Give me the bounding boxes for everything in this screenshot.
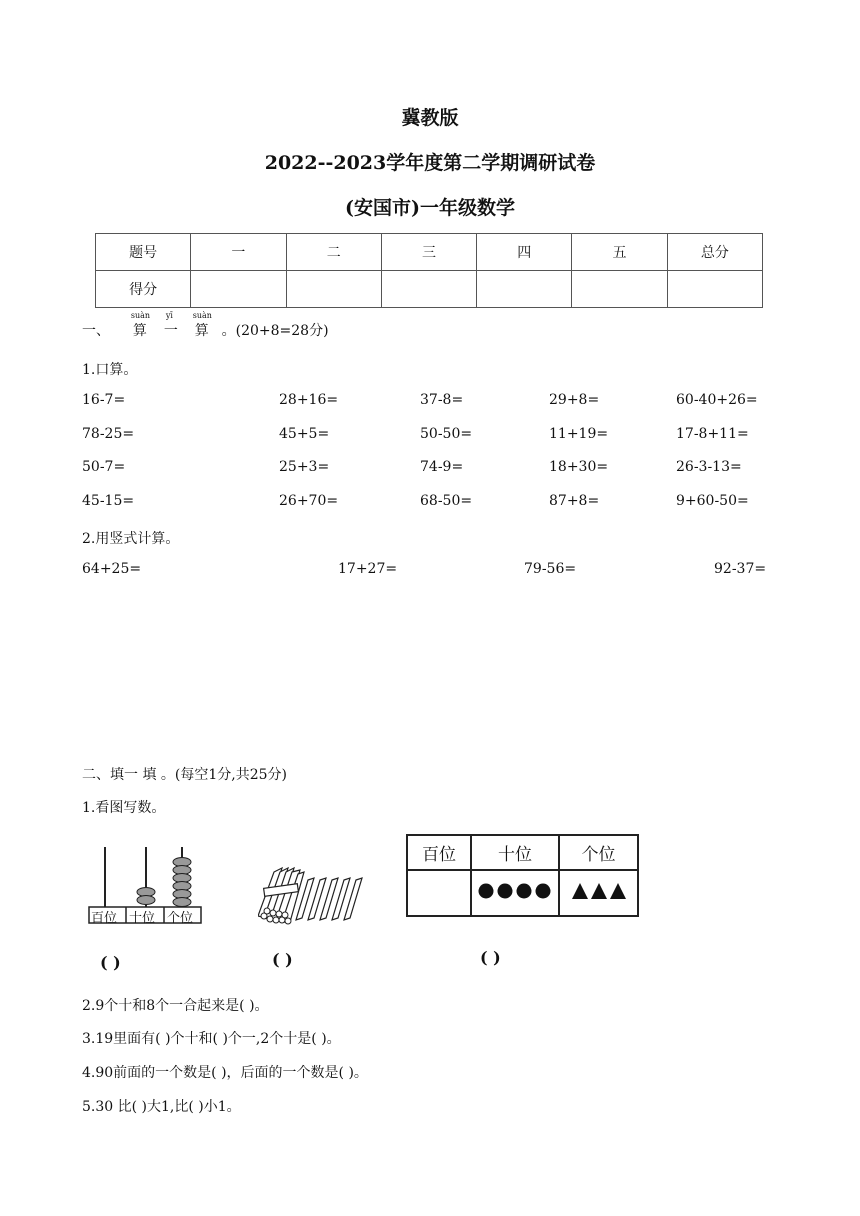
section1-points: 。(20+8=28分): [221, 323, 329, 339]
oral-item: 45+5=: [279, 426, 330, 442]
q-look-write-title: 1.看图写数。: [82, 800, 166, 816]
score-row-label: 得分: [96, 271, 191, 308]
score-table-score-row: [96, 271, 763, 308]
oral-item: 37-8=: [420, 392, 464, 408]
answer-blank[interactable]: ( ): [272, 950, 293, 969]
oral-item: 87+8=: [549, 493, 600, 509]
section1-char: suàn 算: [192, 311, 212, 339]
section1-heading: [82, 311, 329, 340]
score-header-cell: 总分: [667, 234, 762, 271]
question-5: 5.30 比( )大1,比( )小1。: [82, 1099, 241, 1115]
answer-blank[interactable]: ( ): [100, 953, 121, 972]
q1-oral-title: 1.口算。: [82, 362, 138, 378]
score-blank-cell: [477, 271, 572, 308]
score-table: [95, 233, 763, 308]
oral-item: 60-40+26=: [676, 392, 758, 408]
doc-exam-title: 2022--2023学年度第二学期调研试卷: [264, 152, 596, 174]
vertical-item: 64+25=: [82, 561, 142, 577]
sticks-bundle-figure: [258, 864, 368, 926]
oral-item: 18+30=: [549, 459, 609, 475]
score-header-cell: 题号: [96, 234, 191, 271]
vertical-item: 17+27=: [338, 561, 398, 577]
triangle-marks: [571, 881, 627, 901]
oral-item: 50-7=: [82, 459, 126, 475]
oral-item: 11+19=: [549, 426, 609, 442]
doc-edition-title: 冀教版: [401, 107, 459, 129]
score-blank-cell: [381, 271, 476, 308]
vertical-item: 92-37=: [714, 561, 767, 577]
score-header-cell: 一: [191, 234, 286, 271]
abacus-label: 十位: [129, 911, 156, 926]
pinyin: suàn: [130, 311, 151, 320]
score-header-cell: 三: [381, 234, 476, 271]
circle-dots: [477, 881, 553, 901]
pv-cell-tens: [471, 870, 559, 916]
oral-item: 28+16=: [279, 392, 339, 408]
score-blank-cell: [286, 271, 381, 308]
score-blank-cell: [667, 271, 762, 308]
oral-item: 68-50=: [420, 493, 473, 509]
section1-char: suàn 算: [130, 311, 151, 339]
oral-item: 26-3-13=: [676, 459, 742, 475]
answer-blank[interactable]: ( ): [480, 948, 501, 967]
oral-item: 78-25=: [82, 426, 135, 442]
pv-cell-hundreds: [407, 870, 471, 916]
score-table-header-row: [96, 234, 763, 271]
vertical-item: 79-56=: [524, 561, 577, 577]
oral-item: 9+60-50=: [676, 493, 749, 509]
oral-item: 16-7=: [82, 392, 126, 408]
oral-item: 74-9=: [420, 459, 464, 475]
section1-prefix: 一、: [82, 323, 110, 339]
score-header-cell: 四: [477, 234, 572, 271]
pinyin: suàn: [192, 311, 212, 320]
question-2: 2.9个十和8个一合起来是( )。: [82, 998, 269, 1014]
pinyin: yī: [165, 311, 173, 320]
abacus-label: 个位: [167, 911, 194, 926]
pv-header-tens: 十位: [471, 835, 559, 870]
oral-item: 50-50=: [420, 426, 473, 442]
oral-item: 17-8+11=: [676, 426, 749, 442]
oral-item: 29+8=: [549, 392, 600, 408]
abacus-label: 百位: [91, 911, 118, 926]
stick-icon: [258, 864, 368, 926]
abacus-figure: [88, 842, 202, 924]
section2-heading: 二、填一 填 。(每空1分,共25分): [82, 767, 287, 783]
section1-char: yī 一: [163, 311, 178, 339]
score-header-cell: 五: [572, 234, 667, 271]
oral-item: 25+3=: [279, 459, 330, 475]
q2-vertical-title: 2.用竖式计算。: [82, 531, 180, 547]
place-value-table: [406, 834, 639, 917]
doc-subject-title: (安国市)一年级数学: [345, 197, 515, 219]
score-header-cell: 二: [286, 234, 381, 271]
pv-cell-ones: [559, 870, 638, 916]
question-3: 3.19里面有( )个十和( )个一,2个十是( )。: [82, 1031, 341, 1047]
oral-item: 26+70=: [279, 493, 339, 509]
score-blank-cell: [191, 271, 286, 308]
score-blank-cell: [572, 271, 667, 308]
pv-header-ones: 个位: [559, 835, 638, 870]
question-4: 4.90前面的一个数是( )，后面的一个数是( )。: [82, 1065, 368, 1081]
oral-item: 45-15=: [82, 493, 135, 509]
pv-header-hundreds: 百位: [407, 835, 471, 870]
